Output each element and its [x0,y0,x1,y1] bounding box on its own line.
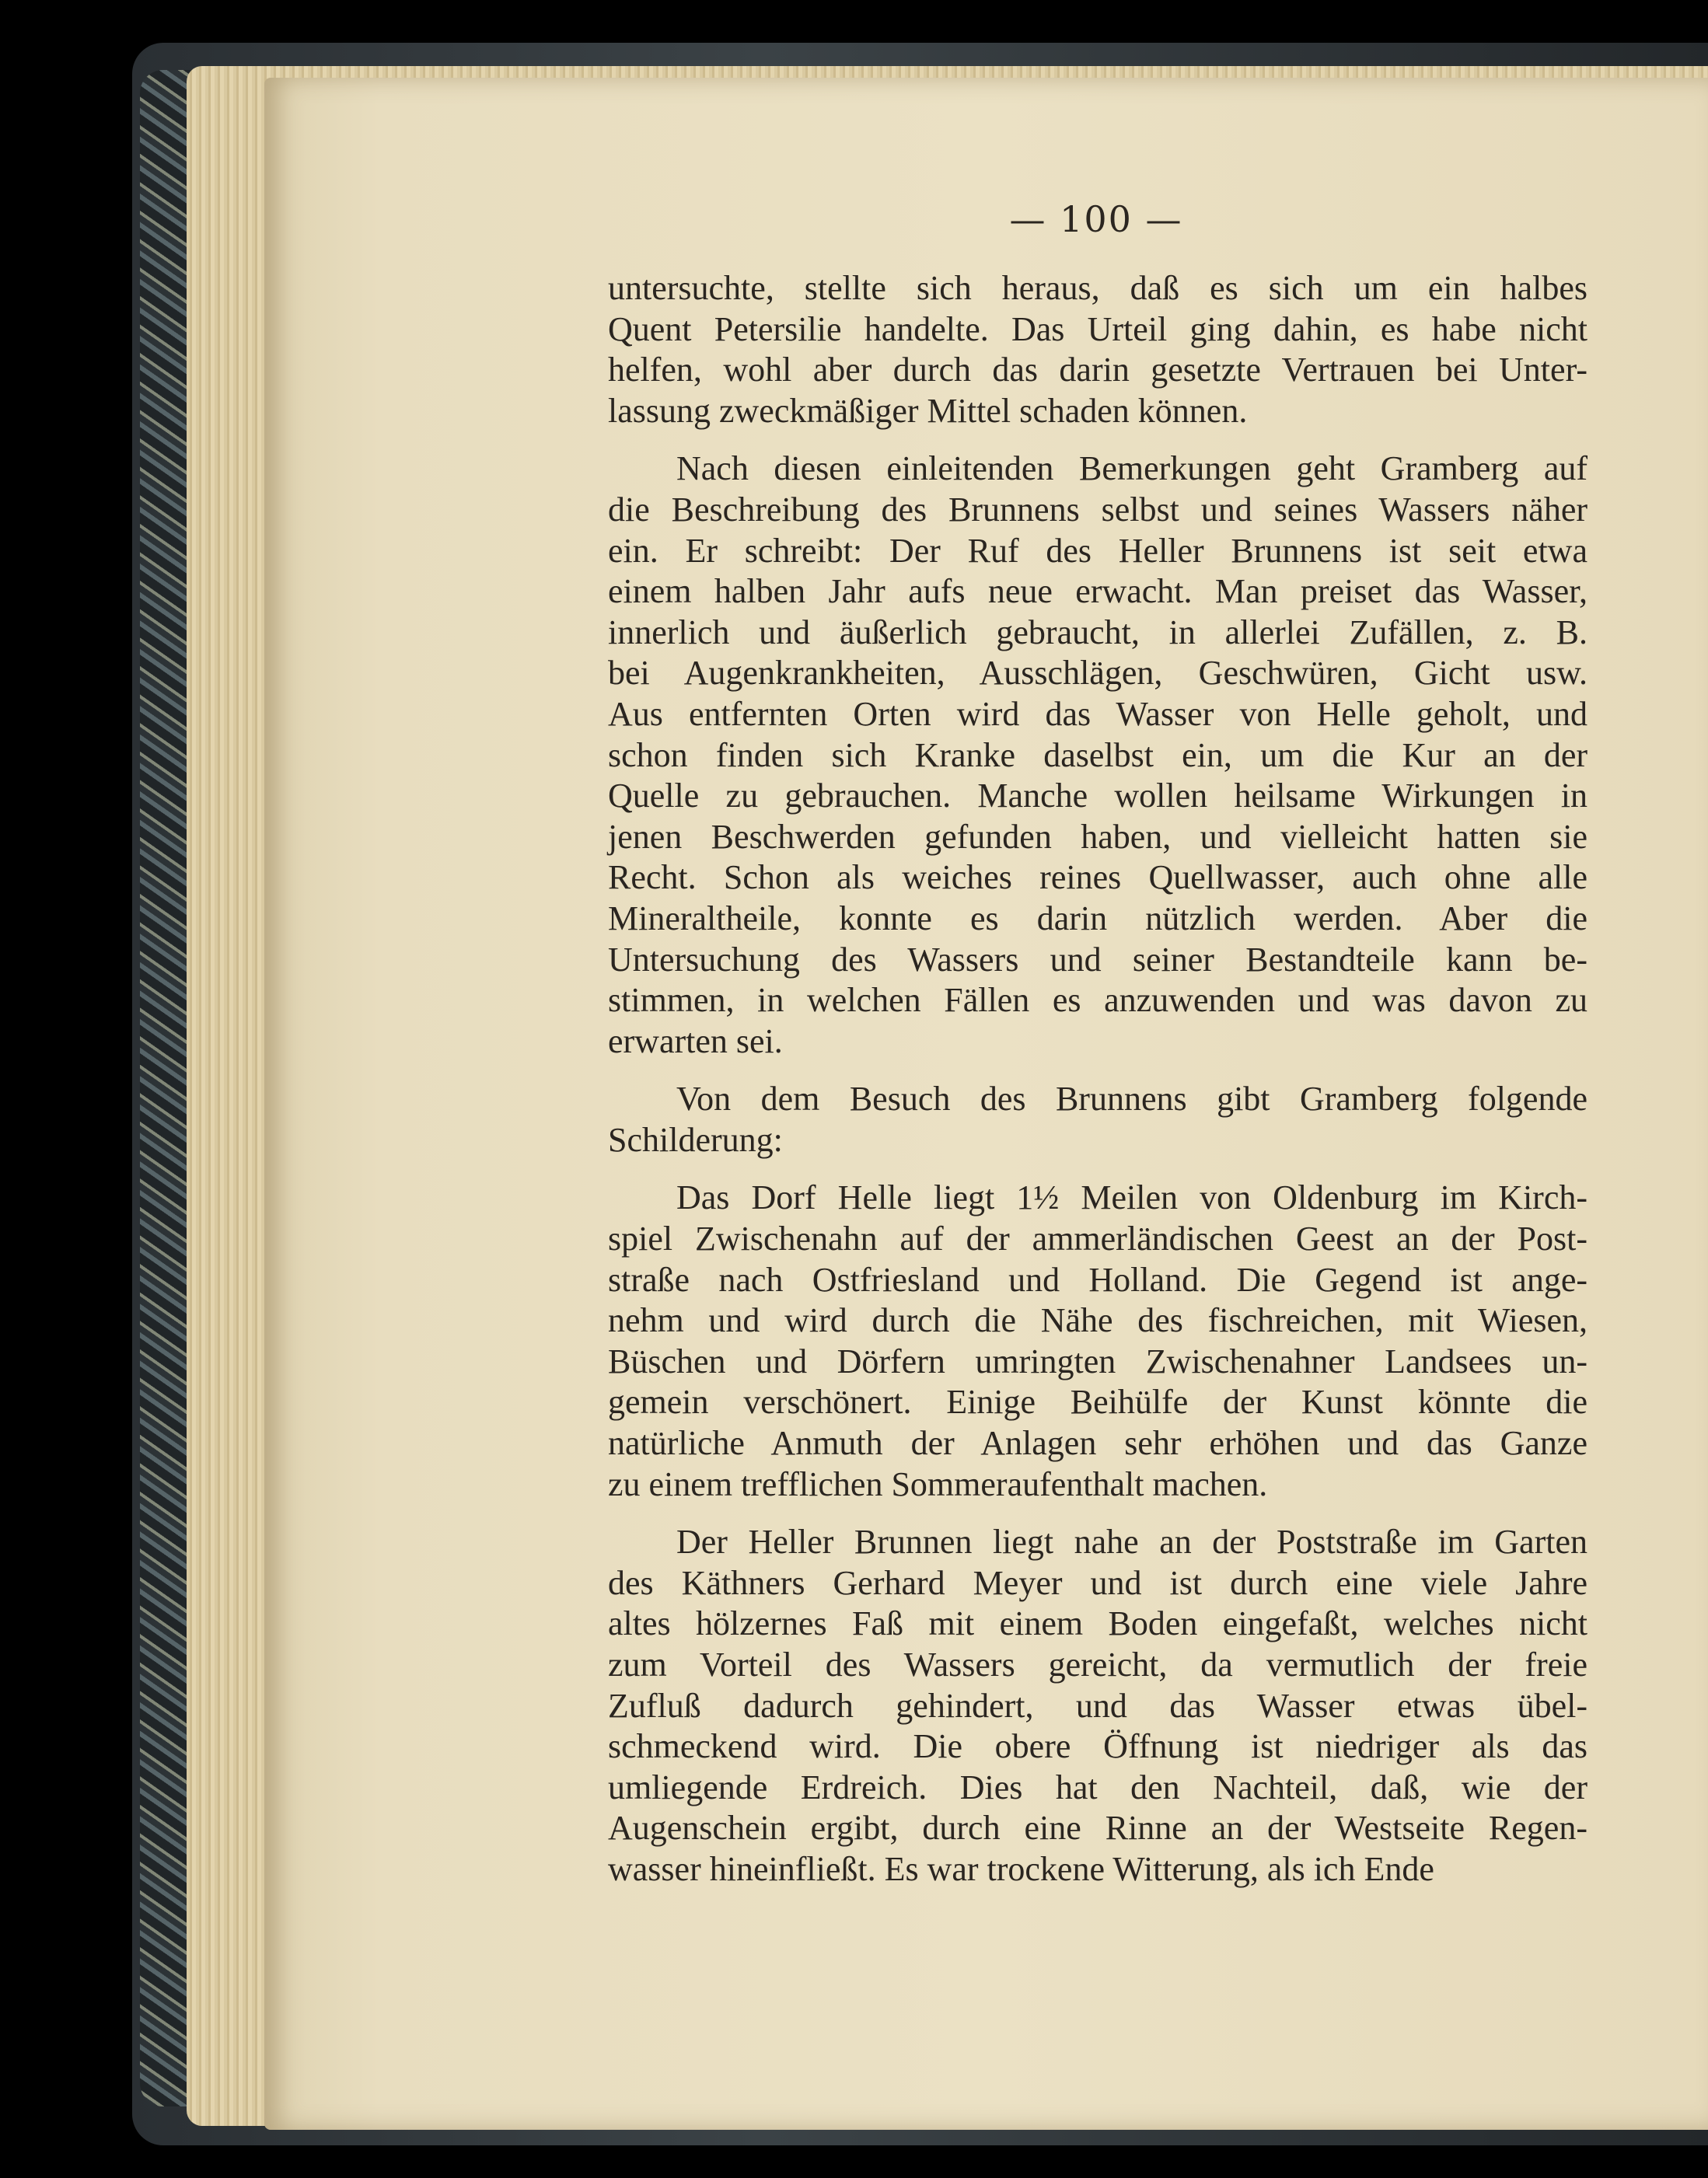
text-line: straße nach Ostfriesland und Holland. Die Gegend ist ange- [608,1260,1587,1299]
paragraph [608,1522,1587,1890]
text-line: Untersuchung des Wassers und seiner Bestandteile kann be- [608,940,1587,979]
body-text [608,268,1587,1907]
text-line: Recht. Schon als weiches reines Quellwasser, auch ohne alle [608,858,1587,897]
text-line: Mineraltheile, konnte es darin nützlich werden. Aber die [608,899,1587,937]
text-line: lassung zweckmäßiger Mittel schaden können. [608,391,1248,430]
text-line: helfen, wohl aber durch das darin gesetzte Vertrauen bei Unter- [608,351,1587,389]
text-line: untersuchte, stellte sich heraus, daß es sich um ein halbes [608,269,1587,307]
text-line: zu einem trefflichen Sommeraufenthalt machen. [608,1464,1268,1503]
text-line: die Beschreibung des Brunnens selbst und seines Wassers näher [608,490,1587,529]
page-number: — 100 — [1009,198,1183,240]
text-line: natürliche Anmuth der Anlagen sehr erhöhen und das Ganze [608,1424,1587,1463]
text-line: Der Heller Brunnen liegt nahe an der Poststraße im Garten [676,1523,1587,1562]
text-line: erwarten sei. [608,1021,783,1060]
text-line: bei Augenkrankheiten, Ausschlägen, Geschwüren, Gicht usw. [608,654,1587,693]
text-line: nehm und wird durch die Nähe des fischreichen, mit Wiesen, [608,1301,1587,1340]
text-line: stimmen, in welchen Fällen es anzuwenden und was davon zu [608,981,1587,1020]
text-line: Schilderung: [608,1120,783,1159]
text-line: Von dem Besuch des Brunnens gibt Gramberg folgende [676,1080,1587,1119]
text-line: zum Vorteil des Wassers gereicht, da vermutlich der freie [608,1646,1587,1684]
text-line: einem halben Jahr aufs neue erwacht. Man preiset das Wasser, [608,572,1587,611]
text-line: des Käthners Gerhard Meyer und ist durch eine viele Jahre [608,1563,1587,1602]
text-line: wasser hineinfließt. Es war trockene Witterung, als ich Ende [608,1849,1434,1888]
text-line: umliegende Erdreich. Dies hat den Nachteil, daß, wie der [608,1768,1587,1806]
paragraph [608,1178,1587,1505]
text-line: Aus entfernten Orten wird das Wasser von Helle geholt, und [608,694,1587,733]
text-line: spiel Zwischenahn auf der ammerländischen Geest an der Post- [608,1220,1587,1258]
text-line: ein. Er schreibt: Der Ruf des Heller Brunnens ist seit etwa [608,531,1587,570]
text-line: Augenschein ergibt, durch eine Rinne an der Westseite Regen- [608,1809,1587,1848]
text-line: Zufluß dadurch gehindert, und das Wasser etwas übel- [608,1686,1587,1725]
paragraph [608,1079,1587,1161]
text-line: jenen Beschwerden gefunden haben, und vielleicht hatten sie [608,817,1587,856]
text-line: schon finden sich Kranke daselbst ein, um die Kur an der [608,735,1587,774]
text-line: schmeckend wird. Die obere Öffnung ist niedriger als das [608,1727,1587,1766]
text-line: Quent Petersilie handelte. Das Urteil ging dahin, es habe nicht [608,309,1587,348]
text-line: Das Dorf Helle liegt 1½ Meilen von Oldenburg im Kirch- [676,1178,1587,1217]
paragraph [608,449,1587,1062]
text-line: altes hölzernes Faß mit einem Boden eingefaßt, welches nicht [608,1604,1587,1643]
text-line: Büschen und Dörfern umringten Zwischenahner Landsees un- [608,1342,1587,1380]
text-line: Nach diesen einleitenden Bemerkungen geht Gramberg auf [676,449,1587,488]
text-line: innerlich und äußerlich gebraucht, in allerlei Zufällen, z. B. [608,613,1587,651]
text-line: Quelle zu gebrauchen. Manche wollen heilsame Wirkungen in [608,777,1587,815]
text-line: gemein verschönert. Einige Beihülfe der Kunst könnte die [608,1383,1587,1422]
paragraph [608,268,1587,431]
